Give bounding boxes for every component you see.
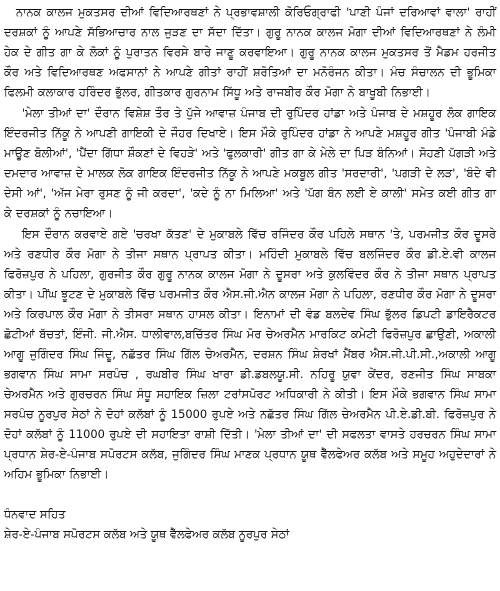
closing-block [4, 504, 496, 544]
paragraph-1: ਨਾਨਕ ਕਾਲਜ ਮੁਕਤਸਰ ਦੀਆਂ ਵਿਦਿਆਰਥਣਾਂ ਨੇ ਪ੍ਰਭਾਵਸ਼ਾਲੀ ਕੋਰਿਓਗ੍ਰਾਫੀ 'ਪਾਣੀ ਪੰਜਾਂ ਦਰਿਆਵਾਂ ਵਾਲਾ' ਰਾਹੀਂ ਦਰਸ਼ਕਾਂ ਨੂੰ ਆਪਣੇ ਸੱਭਿਆਚਾਰ ਨਾਲ ਜੁੜਣ ਦਾ ਸੱਦਾ ਦਿੱਤਾ। ਗੁਰੂ ਨਾਨਕ ਕਾਲਜ ਮੋਗਾ ਦੀਆਂ ਵਿਦਿਆਰਥਣਾਂ ਨੇ ਲੰਮੀ ਹੇਕ ਦੇ ਗੀਤ ਗਾ ਕੇ ਲੋਕਾਂ ਨੂੰ ਪੁਰਾਤਨ ਵਿਰਸੇ ਬਾਰੇ ਜਾਣੂ ਕਰਵਾਇਆ। ਗੁਰੂ ਨਾਨਕ ਕਾਲਜ ਮੁਕਤਸਰ ਤੋਂ ਮੈਡਮ ਹਰਜੀਤ ਕੌਰ ਅਤੇ ਵਿਦਿਆਰਥਣ ਅਫਸਾਨਾਂ ਨੇ ਆਪਣੇ ਗੀਤਾਂ ਰਾਹੀਂ ਸ਼ਰੋਤਿਆਂ ਦਾ ਮਨੋਰੰਜਨ ਕੀਤਾ। ਮੰਚ ਸੰਚਾਲਨ ਦੀ ਭੂਮਿਕਾ ਫਿਲਮੀ ਕਲਾਕਾਰ ਹਰਿੰਦਰ ਭੁੱਲਰ, ਗੀਤਕਾਰ ਗੁਰਨਾਮ ਸਿੱਧੂ ਅਤੇ ਰਾਜਬੀਰ ਕੌਰ ਮੋਗਾ ਨੇ ਬਾਖੂਬੀ ਨਿਭਾਈ। [4, 5, 496, 99]
signature-line: ਸ਼ੇਰ-ਏ-ਪੰਜਾਬ ਸਪੋਰਟਸ ਕਲੱਬ ਅਤੇ ਯੂਥ ਵੈੱਲਫੇਅਰ ਕਲੱਬ ਨੂਰਪੁਰ ਸੇਠਾਂ [4, 527, 290, 541]
thanks-line: ਧੰਨਵਾਦ ਸਹਿਤ [4, 507, 66, 521]
paragraph-2: 'ਮੇਲਾ ਤੀਆਂ ਦਾ' ਦੌਰਾਨ ਵਿਸ਼ੇਸ਼ ਤੌਰ ਤੇ ਪੁੱਜੇ ਆਵਾਜ਼ ਪੰਜਾਬ ਦੀ ਰੁਪਿੰਦਰ ਹਾਂਡਾ ਅਤੇ ਪੰਜਾਬ ਦੇ ਮਸ਼ਹੂਰ ਲੋਕ ਗਾਇਕ ਇੰਦਰਜੀਤ ਨਿੱਕੂ ਨੇ ਆਪਣੀ ਗਾਇਕੀ ਦੇ ਜੌਹਰ ਦਿਖਾਏ। ਇਸ ਮੌਕੇ ਰੁਪਿੰਦਰ ਹਾਂਡਾ ਨੇ ਆਪਣੇ ਮਸ਼ਹੂਰ ਗੀਤ 'ਪੰਜਾਬੀ ਮੰਡੇ ਮਾਊਣ ਬੋਲੀਆਂ', 'ਪੈਂਦਾ ਗਿੱਧਾ ਸ਼ੌਕਣਾਂ ਦੇ ਵਿਹੜੇ' ਅਤੇ 'ਫੁਲਕਾਰੀ' ਗੀਤ ਗਾ ਕੇ ਮੇਲੇ ਦਾ ਪਿੜ ਬੰਨਿਆਂ। ਸੋਹਣੀ ਪੱਗੜੀ ਅਤੇ ਦਮਦਾਰ ਆਵਾਜ਼ ਦੇ ਮਾਲਕ ਲੋਕ ਗਾਇਕ ਇੰਦਰਜੀਤ ਨਿੱਕੂ ਨੇ ਆਪਣੇ ਮਕਬੂਲ ਗੀਤ 'ਸਰਦਾਰੀ', 'ਪਗੜੀ ਦੇ ਲੜ', 'ਬੰਦੇ ਵੀ ਦੇਸੀ ਆਂ', 'ਅੱਜ ਮੇਰਾ ਰੁਸਣ ਨੂੰ ਜੀ ਕਰਦਾ', 'ਕਦੇ ਨੂੰ ਨਾ ਮਿਲਿਆ' ਅਤੇ 'ਪੱਗ ਬੰਨ ਲਈ ਏ ਕਾਲੀ' ਸਮੇਤ ਕਈ ਗੀਤ ਗਾ ਕੇ ਦਰਸ਼ਕਾਂ ਨੂੰ ਨਚਾਇਆ। [4, 106, 496, 220]
paragraph-3: ਇਸ ਦੌਰਾਨ ਕਰਵਾਏ ਗਏ 'ਚਰਖਾ ਕੱਤਣ' ਦੇ ਮੁਕਾਬਲੇ ਵਿੱਚ ਰਜਿੰਦਰ ਕੌਰ ਪਹਿਲੇ ਸਥਾਨ 'ਤੇ, ਪਰਮਜੀਤ ਕੌਰ ਦੂਸਰੇ ਅਤੇ ਰਣਧੀਰ ਕੌਰ ਮੋਗਾ ਨੇ ਤੀਜਾ ਸਥਾਨ ਪ੍ਰਾਪਤ ਕੀਤਾ। ਮਹਿੰਦੀ ਮੁਕਾਬਲੇ ਵਿੱਚ ਬਲਜਿੰਦਰ ਕੌਰ ਡੀ.ਏ.ਵੀ ਕਾਲਜ ਫਿਰੋਜ਼ਪੁਰ ਨੇ ਪਹਿਲਾ, ਗੁਰਜੀਤ ਕੌਰ ਗੁਰੂ ਨਾਨਕ ਕਾਲਜ ਮੋਗਾ ਨੇ ਦੂਸਰਾ ਅਤੇ ਕੁਲਵਿੰਦਰ ਕੌਰ ਨੇ ਤੀਜਾ ਸਥਾਨ ਪ੍ਰਾਪਤ ਕੀਤਾ। ਪੀਂਘ ਝੂਟਣ ਦੇ ਮੁਕਾਬਲੇ ਵਿੱਚ ਪਰਮਜੀਤ ਕੌਰ ਐਸ.ਜੀ.ਐਨ ਕਾਲਜ ਮੋਗਾ ਨੇ ਪਹਿਲਾ, ਰਣਧੀਰ ਕੌਰ ਮੋਗਾ ਨੇ ਦੂਸਰਾ ਅਤੇ ਕਿਰਪਾਲ ਕੌਰ ਮੋਗਾ ਨੇ ਤੀਸਰਾ ਸਥਾਨ ਹਾਸਲ ਕੀਤਾ। ਇਨਾਮਾਂ ਦੀ ਵੰਡ ਬਲਦੇਵ ਸਿੰਘ ਭੁੱਲਰ ਡਿਪਟੀ ਡਾਇਰੈਕਟਰ ਛੋਟੀਆਂ ਬੱਚਤਾਂ, ਇੰਜੀ. ਜੀ.ਐਸ. ਧਾਲੀਵਾਲ,ਬਚਿੱਤਰ ਸਿੰਘ ਮੋਰ ਚੇਅਰਮੈਨ ਮਾਰਕਿਟ ਕਮੇਟੀ ਫਿਰੋਜ਼ਪੁਰ ਛਾਉਣੀ, ਅਕਾਲੀ ਆਗੂ ਜੁਗਿੰਦਰ ਸਿੰਘ ਜਿੰਦੂ, ਨਛੱਤਰ ਸਿੰਘ ਗਿੱਲ ਚੇਅਰਮੈਨ, ਦਰਸ਼ਨ ਸਿੰਘ ਸ਼ੇਰਖਾਂ ਮੈਂਬਰ ਐਸ.ਜੀ.ਪੀ.ਸੀ.,ਅਕਾਲੀ ਆਗੂ ਭਗਵਾਨ ਸਿੰਘ ਸਾਮਾ ਸਰਪੰਚ , ਰਘਬੀਰ ਸਿੰਘ ਖਾਰਾ ਡੀ.ਡਬਲਯੂ.ਸੀ. ਨਹਿਰੂ ਯੁਵਾ ਕੇਂਦਰ, ਰਣਜੀਤ ਸਿੰਘ ਸਾਬਕਾ ਚੇਅਰਮੈਨ ਅਤੇ ਗੁਰਚਰਨ ਸਿੰਘ ਸੰਧੂ ਸਹਾਇਕ ਜ਼ਿਲਾ ਟਰਾਂਸਪੋਰਟ ਅਧਿਕਾਰੀ ਨੇ ਕੀਤੀ। ਇਸ ਮੌਕੇ ਭਗਵਾਨ ਸਿੰਘ ਸਾਮਾ ਸਰਪੰਚ ਨੂਰਪੁਰ ਸੇਠਾਂ ਨੇ ਦੋਹਾਂ ਕਲੱਬਾਂ ਨੂੰ 15000 ਰੁਪਏ ਅਤੇ ਨਛੱਤਰ ਸਿੰਘ ਗਿੱਲ ਚੇਅਰਮੈਨ ਪੀ.ਏ.ਡੀ.ਬੀ. ਫਿਰੋਜ਼ਪੁਰ ਨੇ ਦੋਹਾਂ ਕਲੱਬਾਂ ਨੂੰ 11000 ਰੁਪਏ ਦੀ ਸਹਾਇਤਾ ਰਾਸ਼ੀ ਦਿੱਤੀ। 'ਮੇਲਾ ਤੀਆਂ ਦਾ' ਦੀ ਸਫਲਤਾ ਵਾਸਤੇ ਹਰਚਰਨ ਸਿੰਘ ਸਾਮਾ ਪ੍ਰਧਾਨ ਸ਼ੇਰ-ਏ-ਪੰਜਾਬ ਸਪੋਰਟਸ ਕਲੱਬ, ਜੁਗਿੰਦਰ ਸਿੰਘ ਮਾਣਕ ਪ੍ਰਧਾਨ ਯੂਥ ਵੈੱਲਫੇਅਰ ਕਲੱਬ ਅਤੇ ਸਮੂਹ ਅਹੁਦੇਦਾਰਾਂ ਨੇ ਅਹਿਮ ਭੂਮਿਕਾ ਨਿਭਾਈ। [4, 227, 496, 481]
